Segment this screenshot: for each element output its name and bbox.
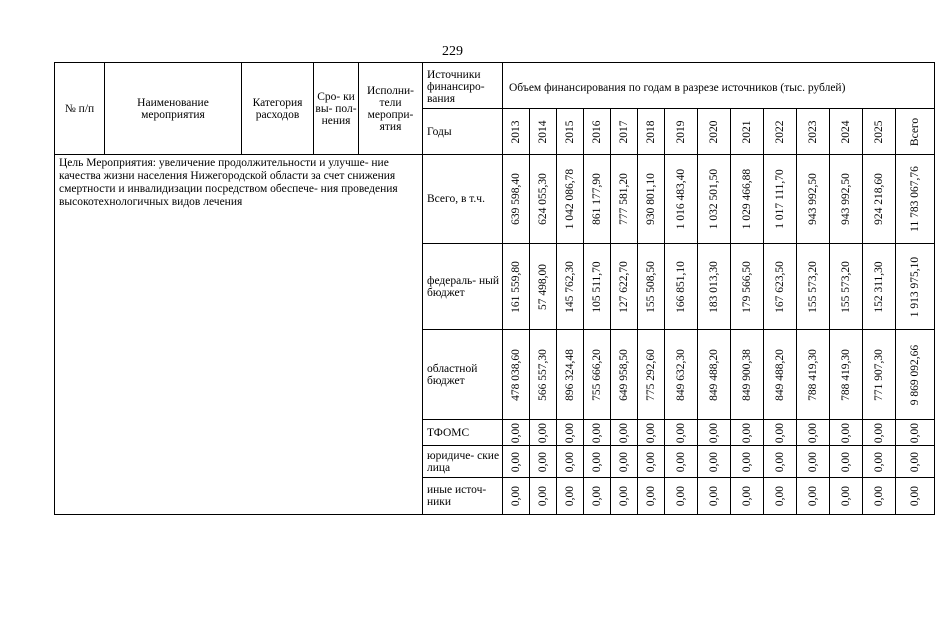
value-cell: 639 598,40 <box>503 155 530 244</box>
year-header: 2014 <box>530 109 557 155</box>
year-header: 2024 <box>830 109 863 155</box>
value-cell: 0,00 <box>830 446 863 478</box>
source-label: юридиче- ские лица <box>423 446 503 478</box>
value-cell: 0,00 <box>557 446 584 478</box>
source-label: Всего, в т.ч. <box>423 155 503 244</box>
value-cell: 1 016 483,40 <box>665 155 698 244</box>
value-cell: 0,00 <box>611 478 638 515</box>
year-header: 2017 <box>611 109 638 155</box>
year-header-total: Всего <box>896 109 935 155</box>
year-header: 2022 <box>764 109 797 155</box>
value-cell-total: 0,00 <box>896 420 935 446</box>
value-cell: 0,00 <box>863 478 896 515</box>
value-cell: 0,00 <box>830 420 863 446</box>
value-cell: 0,00 <box>611 420 638 446</box>
value-cell: 1 042 086,78 <box>557 155 584 244</box>
header-num: № п/п <box>55 63 105 155</box>
header-executors: Исполни- тели меропри- ятия <box>359 63 423 155</box>
value-cell: 0,00 <box>764 478 797 515</box>
value-cell: 0,00 <box>530 478 557 515</box>
value-cell: 155 573,20 <box>830 244 863 330</box>
value-cell: 0,00 <box>797 478 830 515</box>
value-cell: 155 573,20 <box>797 244 830 330</box>
value-cell: 161 559,80 <box>503 244 530 330</box>
value-cell: 624 055,30 <box>530 155 557 244</box>
value-cell: 0,00 <box>731 420 764 446</box>
value-cell: 0,00 <box>698 478 731 515</box>
value-cell: 0,00 <box>698 446 731 478</box>
header-terms: Сро- ки вы- пол- нения <box>314 63 359 155</box>
financing-table <box>54 62 935 515</box>
value-cell: 152 311,30 <box>863 244 896 330</box>
year-header: 2019 <box>665 109 698 155</box>
value-cell: 777 581,20 <box>611 155 638 244</box>
value-cell-total: 0,00 <box>896 478 935 515</box>
value-cell: 105 511,70 <box>584 244 611 330</box>
value-cell: 861 177,90 <box>584 155 611 244</box>
year-header: 2020 <box>698 109 731 155</box>
value-cell: 755 666,20 <box>584 330 611 420</box>
source-label: иные источ- ники <box>423 478 503 515</box>
value-cell-total: 9 869 092,66 <box>896 330 935 420</box>
year-header: 2023 <box>797 109 830 155</box>
value-cell: 179 566,50 <box>731 244 764 330</box>
value-cell: 166 851,10 <box>665 244 698 330</box>
source-label: ТФОМС <box>423 420 503 446</box>
value-cell-total: 0,00 <box>896 446 935 478</box>
header-volume: Объем финансирования по годам в разрезе источников (тыс. рублей) <box>503 63 935 109</box>
value-cell: 849 488,20 <box>698 330 731 420</box>
value-cell: 167 623,50 <box>764 244 797 330</box>
value-cell: 0,00 <box>665 446 698 478</box>
value-cell: 0,00 <box>764 446 797 478</box>
value-cell-total: 11 783 067,76 <box>896 155 935 244</box>
value-cell: 924 218,60 <box>863 155 896 244</box>
value-cell: 930 801,10 <box>638 155 665 244</box>
value-cell: 0,00 <box>584 478 611 515</box>
value-cell: 0,00 <box>731 446 764 478</box>
header-category: Категория расходов <box>242 63 314 155</box>
header-years-label: Годы <box>423 109 503 155</box>
value-cell: 0,00 <box>797 446 830 478</box>
value-cell: 943 992,50 <box>830 155 863 244</box>
value-cell: 1 017 111,70 <box>764 155 797 244</box>
value-cell: 0,00 <box>665 420 698 446</box>
value-cell: 0,00 <box>731 478 764 515</box>
value-cell: 0,00 <box>863 420 896 446</box>
value-cell: 1 032 501,50 <box>698 155 731 244</box>
value-cell: 566 557,30 <box>530 330 557 420</box>
value-cell: 0,00 <box>797 420 830 446</box>
header-name: Наименование мероприятия <box>105 63 242 155</box>
value-cell: 155 508,50 <box>638 244 665 330</box>
value-cell: 1 029 466,88 <box>731 155 764 244</box>
value-cell: 0,00 <box>611 446 638 478</box>
year-header: 2025 <box>863 109 896 155</box>
value-cell: 0,00 <box>503 478 530 515</box>
value-cell: 0,00 <box>665 478 698 515</box>
year-header: 2018 <box>638 109 665 155</box>
value-cell: 775 292,60 <box>638 330 665 420</box>
value-cell: 943 992,50 <box>797 155 830 244</box>
value-cell: 478 038,60 <box>503 330 530 420</box>
value-cell: 771 907,30 <box>863 330 896 420</box>
value-cell: 0,00 <box>863 446 896 478</box>
value-cell: 183 013,30 <box>698 244 731 330</box>
goal-text: Цель Мероприятия: увеличение продолжительности и улучше- ние качества жизни населения Нижегородской области за счет снижения смертности и инвалидизации посредством обеспече- ния проведения высокотехнологичных видов лечения <box>55 155 423 515</box>
page-number: 229 <box>442 44 463 59</box>
value-cell: 849 632,30 <box>665 330 698 420</box>
header-sources: Источники финансиро- вания <box>423 63 503 109</box>
value-cell: 0,00 <box>764 420 797 446</box>
year-header: 2013 <box>503 109 530 155</box>
value-cell: 788 419,30 <box>797 330 830 420</box>
value-cell: 849 488,20 <box>764 330 797 420</box>
value-cell: 0,00 <box>530 446 557 478</box>
year-header: 2021 <box>731 109 764 155</box>
value-cell: 0,00 <box>584 420 611 446</box>
value-cell: 0,00 <box>503 446 530 478</box>
value-cell: 0,00 <box>830 478 863 515</box>
value-cell: 649 958,50 <box>611 330 638 420</box>
value-cell: 788 419,30 <box>830 330 863 420</box>
value-cell: 0,00 <box>557 478 584 515</box>
value-cell: 0,00 <box>503 420 530 446</box>
value-cell: 145 762,30 <box>557 244 584 330</box>
source-label: областной бюджет <box>423 330 503 420</box>
source-label: федераль- ный бюджет <box>423 244 503 330</box>
year-header: 2015 <box>557 109 584 155</box>
value-cell: 0,00 <box>584 446 611 478</box>
value-cell: 0,00 <box>638 478 665 515</box>
value-cell-total: 1 913 975,10 <box>896 244 935 330</box>
value-cell: 57 498,00 <box>530 244 557 330</box>
value-cell: 0,00 <box>557 420 584 446</box>
value-cell: 849 900,38 <box>731 330 764 420</box>
value-cell: 896 324,48 <box>557 330 584 420</box>
value-cell: 0,00 <box>638 446 665 478</box>
year-header: 2016 <box>584 109 611 155</box>
value-cell: 127 622,70 <box>611 244 638 330</box>
value-cell: 0,00 <box>698 420 731 446</box>
value-cell: 0,00 <box>530 420 557 446</box>
value-cell: 0,00 <box>638 420 665 446</box>
